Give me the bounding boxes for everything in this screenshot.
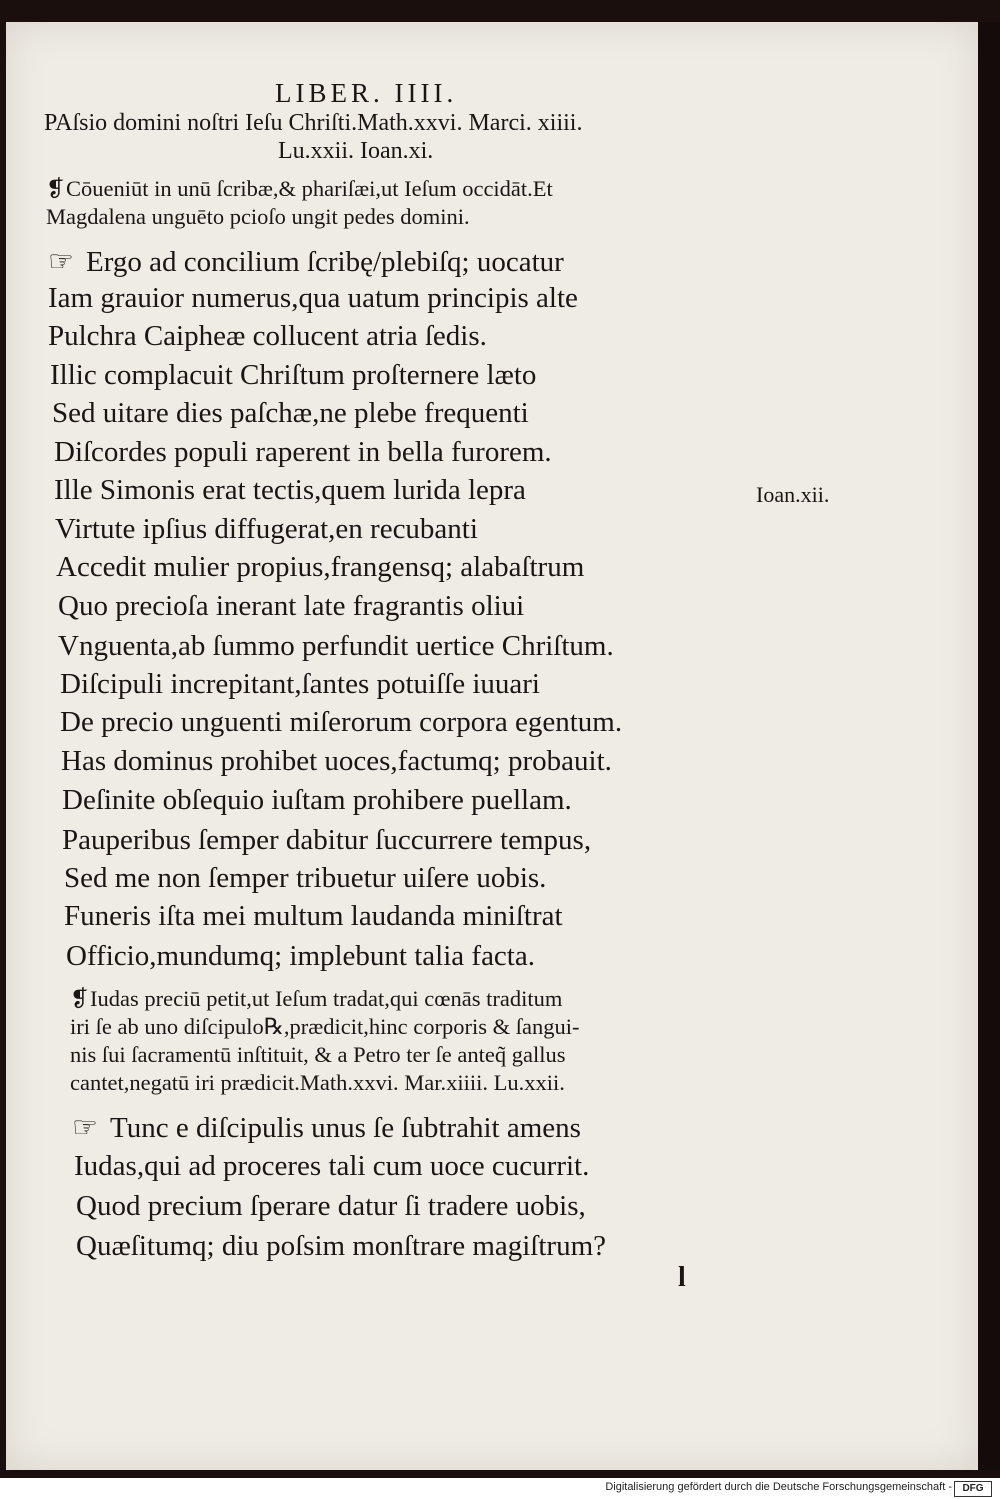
pilcrow-icon: ❡	[46, 176, 65, 201]
verse-line: Quod precium ſperare datur ſi tradere uobis,	[76, 1190, 586, 1222]
verse-line: Diſcipuli increpitant,ſantes potuiſſe iuuari	[60, 668, 540, 700]
verse-line: Iudas,qui ad proceres tali cum uoce cucurrit.	[74, 1150, 590, 1182]
verse-line: Officio,mundumq; implebunt talia facta.	[66, 940, 535, 972]
summary-2-line: ❡Iudas preciū petit,ut Ieſum tradat,qui cœnās traditum	[70, 986, 563, 1011]
verse-line: ☞ Tunc e diſcipulis unus ſe ſubtrahit amens	[72, 1112, 581, 1144]
page-edge-shadow	[978, 22, 1000, 1470]
margin-note: Ioan.xii.	[756, 482, 830, 507]
verse-line: Diſcordes populi raperent in bella furorem.	[54, 436, 552, 468]
summary-1-line: ❡Cōueniūt in unū ſcribæ,& phariſæi,ut Ieſum occidāt.Et	[46, 176, 553, 201]
verse-line: Accedit mulier propius,frangensq; alabaſtrum	[56, 551, 585, 583]
verse-line: Sed uitare dies paſchæ,ne plebe frequenti	[52, 397, 529, 429]
footer-credit: Digitalisierung gefördert durch die Deutsche Forschungsgemeinschaft -	[605, 1481, 952, 1493]
verse-line: Ille Simonis erat tectis,quem lurida lepra	[54, 474, 526, 506]
summary-2-line: cantet,negatū iri prædicit.Math.xxvi. Mar.xiiii. Lu.xxii.	[70, 1070, 565, 1095]
running-head: LIBER. IIII.	[275, 78, 458, 108]
verse-line: Pauperibus ſemper dabitur ſuccurrere tempus,	[62, 824, 592, 856]
verse-line: ☞ Ergo ad concilium ſcribę/plebiſq; uocatur	[48, 246, 564, 278]
summary-1-line: Magdalena unguēto pcioſo ungit pedes domini.	[46, 204, 470, 229]
footer-bar	[0, 1478, 1000, 1499]
title-line-1: PAſsio domini noſtri Ieſu Chriſti.Math.xxvi. Marci. xiiii.	[44, 110, 583, 136]
dfg-logo-icon: DFG	[954, 1481, 992, 1497]
title-line-2: Lu.xxii. Ioan.xi.	[278, 138, 434, 164]
verse-line: Funeris iſta mei multum laudanda miniſtrat	[64, 900, 563, 932]
verse-line: Quæſitumq; diu poſsim monſtrare magiſtrum?	[76, 1230, 607, 1262]
pointing-hand-icon: ☞	[72, 1112, 98, 1144]
verse-line: Vnguenta,ab ſummo perfundit uertice Chriſtum.	[58, 630, 614, 662]
pilcrow-icon: ❡	[70, 986, 89, 1011]
summary-2-line: nis ſui ſacramentū inſtituit, & a Petro ter ſe anteq̃ gallus	[70, 1042, 566, 1067]
summary-2-line: iri ſe ab uno diſcipulo℞,prædicit,hinc corporis & ſangui-	[70, 1014, 580, 1039]
verse-line: Quo precioſa inerant late fragrantis oliui	[58, 590, 525, 622]
verse-line: Iam grauior numerus,qua uatum principis alte	[48, 282, 578, 314]
pointing-hand-icon: ☞	[48, 246, 74, 278]
verse-line: Virtute ipſius diffugerat,en recubanti	[55, 513, 478, 545]
verse-line: Has dominus prohibet uoces,factumq; probauit.	[61, 745, 612, 777]
verse-line: Pulchra Caipheæ collucent atria ſedis.	[48, 320, 487, 352]
verse-line: Sed me non ſemper tribuetur uiſere uobis.	[64, 862, 547, 894]
verse-line: Illic complacuit Chriſtum proſternere læto	[50, 359, 537, 391]
verse-line: De precio unguenti miſerorum corpora egentum.	[60, 706, 623, 738]
verse-line: Deſinite obſequio iuſtam prohibere puellam.	[62, 784, 572, 816]
page-signature: l	[678, 1262, 686, 1293]
